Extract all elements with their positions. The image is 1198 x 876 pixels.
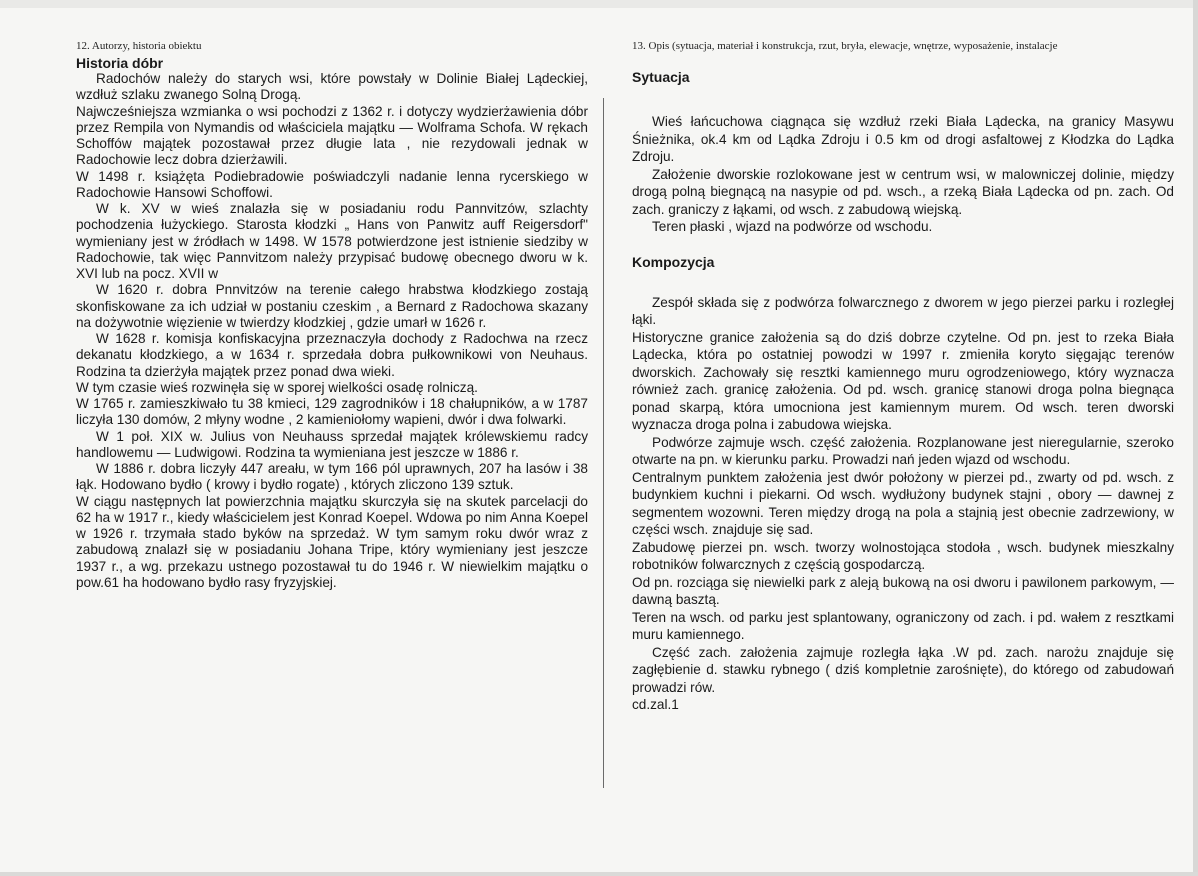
history-paragraph: W 1620 r. dobra Pnnvitzów na terenie całego hrabstwa kłodzkiego zostają skonfiskowane za ich udział w postaniu czeskim , a Bernard z Radochowa skazany na dożywotnie więzienie w twierdzy kłodzkiej , gdzie umarł w 1626 r.: [76, 282, 588, 330]
history-paragraph: W ciągu następnych lat powierzchnia majątku skurczyła się na skutek parcelacji do 62 ha w 1917 r., kiedy właścicielem jest Konrad Koepel. Wdowa po nim Anna Koepel w 1926 r. trzymała stado byków na sprzedaż. W tym samym roku dwór wraz z zabudową znalazł się w posiadaniu Johana Tripe, który wymieniany jest jeszcze 1937 r., a wg. przekazu ustnego pozostawał tu do 1946 r. W niewielkim majątku o pow.61 ha hodowano bydło rasy fryzyjskiej.: [76, 493, 588, 590]
scan-top-edge: [0, 0, 1198, 8]
situation-heading: Sytuacja: [632, 69, 690, 85]
situation-paragraph: Wieś łańcuchowa ciągnąca się wzdłuż rzeki Biała Lądecka, na granicy Masywu Śnieżnika, ok.4 km od Lądka Zdroju i 0.5 km od drogi asfaltowej z Kłodzka do Lądka Zdroju.: [632, 114, 1174, 164]
composition-paragraph: Zespół składa się z podwórza folwarcznego z dworem w jego pierzei parku i rozległej łąki.: [632, 294, 1174, 327]
column-divider: [603, 98, 604, 788]
history-paragraph: W 1765 r. zamieszkiwało tu 38 kmieci, 129 zagrodników i 18 chałupników, a w 1787 liczyła 130 domów, 2 młyny wodne , 2 kamieniołomy wapieni, dwór i dwa folwarki.: [76, 396, 588, 428]
history-paragraph: W 1628 r. komisja konfiskacyjna przeznaczyła dochody z Radochwa na rzecz dekanatu kłodzkiego, a w 1634 r. sprzedała dobra pułkownikowi von Neuhaus. Rodzina ta dzierżyła majątek przez ponad dwa wieki.: [76, 331, 588, 379]
composition-paragraph: Część zach. założenia zajmuje rozległa łąka .W pd. zach. narożu znajduje się zagłębienie d. stawku rybnego ( dziś kompletnie zarośnięte), do którego od zabudowań prowadzi rów.: [632, 644, 1174, 695]
history-paragraph: W tym czasie wieś rozwinęła się w sporej wielkości osadę rolniczą.: [76, 379, 478, 395]
history-paragraph: Radochów należy do starych wsi, które powstały w Dolinie Białej Lądeckiej, wzdłuż szlaku zwanego Solną Drogą.: [76, 71, 588, 103]
history-paragraph: Najwcześniejsza wzmianka o wsi pochodzi z 1362 r. i dotyczy wydzierżawienia dóbr przez Rempila von Nymandis od właściciela majątku — Wolframa Schofa. W rękach Schoffów majątek pozostawał przez długie lata , nie rezydowali jednak w Radochowie lecz dobra dzierżawili.: [76, 103, 588, 168]
composition-paragraph: Historyczne granice założenia są do dziś dobrze czytelne. Od pn. jest to rzeka Biała Lądecka, która po ostatniej powodzi w 1997 r. zmieniła koryto sięgając terenów dworskich. Zachowały się resztki kamiennego muru ogrodzeniowego, który wyznacza również zach. granicę założenia. Od pd. wsch. granicę stanowi droga polna biegnąca ponad skarpą, która umocniona jest kamiennym murem. Od wsch. teren dworski wyznacza droga polna i zabudowa wiejska.: [632, 329, 1174, 432]
scan-bottom-edge: [0, 872, 1198, 876]
section-13-caption: 13. Opis (sytuacja, materiał i konstrukcja, rzut, bryła, elewacje, wnętrze, wyposażenie, instalacje: [632, 40, 1058, 52]
history-paragraph: W 1886 r. dobra liczyły 447 areału, w tym 166 pól uprawnych, 207 ha lasów i 38 łąk. Hodowano bydło ( krowy i bydło rogate) , których zliczono 139 sztuk.: [76, 461, 588, 493]
situation-paragraph: Założenie dworskie rozlokowane jest w centrum wsi, w malowniczej dolinie, między drogą polną biegnącą na nasypie od pd. wsch., a rzeką Biała Lądecka od pn. zach. Od zach. graniczy z łąkami, od wsch. z zabudową wiejską.: [632, 166, 1174, 217]
history-title: Historia dóbr: [76, 55, 164, 71]
scan-right-edge: [1193, 0, 1198, 876]
history-paragraph: W 1 poł. XIX w. Julius von Neuhauss sprzedał majątek królewskiemu radcy handlowemu — Ludwigowi. Rodzina ta wymieniana jest jeszcze w 1886 r.: [76, 428, 588, 460]
composition-paragraph: Od pn. rozciąga się niewielki park z aleją bukową na osi dworu i pawilonem parkowym, — dawną basztą.: [632, 574, 1174, 607]
composition-heading: Kompozycja: [632, 253, 715, 270]
continuation-note: cd.zal.1: [632, 697, 679, 712]
history-paragraph: W 1498 r. książęta Podiebradowie poświadczyli nadanie lenna rycerskiego w Radochowie Hansowi Schoffowi.: [76, 168, 588, 200]
composition-paragraph: Podwórze zajmuje wsch. część założenia. Rozplanowane jest nieregularnie, szeroko otwarte na pn. w kierunku parku. Prowadzi nań jeden wjazd od wschodu.: [632, 434, 1174, 467]
section-12-caption: 12. Autorzy, historia obiektu: [76, 40, 202, 52]
composition-paragraph: Zabudowę pierzei pn. wsch. tworzy wolnostojąca stodoła , wsch. budynek mieszkalny robotników folwarcznych z częścią gospodarczą.: [632, 539, 1174, 572]
composition-paragraph: Teren na wsch. od parku jest splantowany, ograniczony od zach. i pd. wałem z resztkami muru kamiennego.: [632, 609, 1174, 642]
composition-paragraph: Centralnym punktem założenia jest dwór położony w pierzei pd., zwarty od pd. wsch. z budynkiem kuchni i piekarni. Od wsch. wydłużony budynek stajni , obory — dawnej z segmentem wozowni. Teren między drogą na pola a stajnią jest obecnie zadrzewiony, w części wsch. znajduje się sad.: [632, 469, 1174, 537]
situation-paragraph: Teren płaski , wjazd na podwórze od wschodu.: [652, 219, 933, 234]
history-paragraph: W k. XV w wieś znalazła się w posiadaniu rodu Pannvitzów, szlachty pochodzenia łużyckiego. Starosta kłodzki „ Hans von Panwitz auff Reigersdorf" wymieniany jest w źródłach w 1498. W 1578 potwierdzone jest istnienie siedziby w Radochowie, tak więc Pannvitzom należy przypisać budowę obecnego dworu w k. XVI lub na pocz. XVII w: [76, 201, 588, 281]
description-column: [632, 40, 1174, 714]
history-column: [76, 40, 588, 591]
